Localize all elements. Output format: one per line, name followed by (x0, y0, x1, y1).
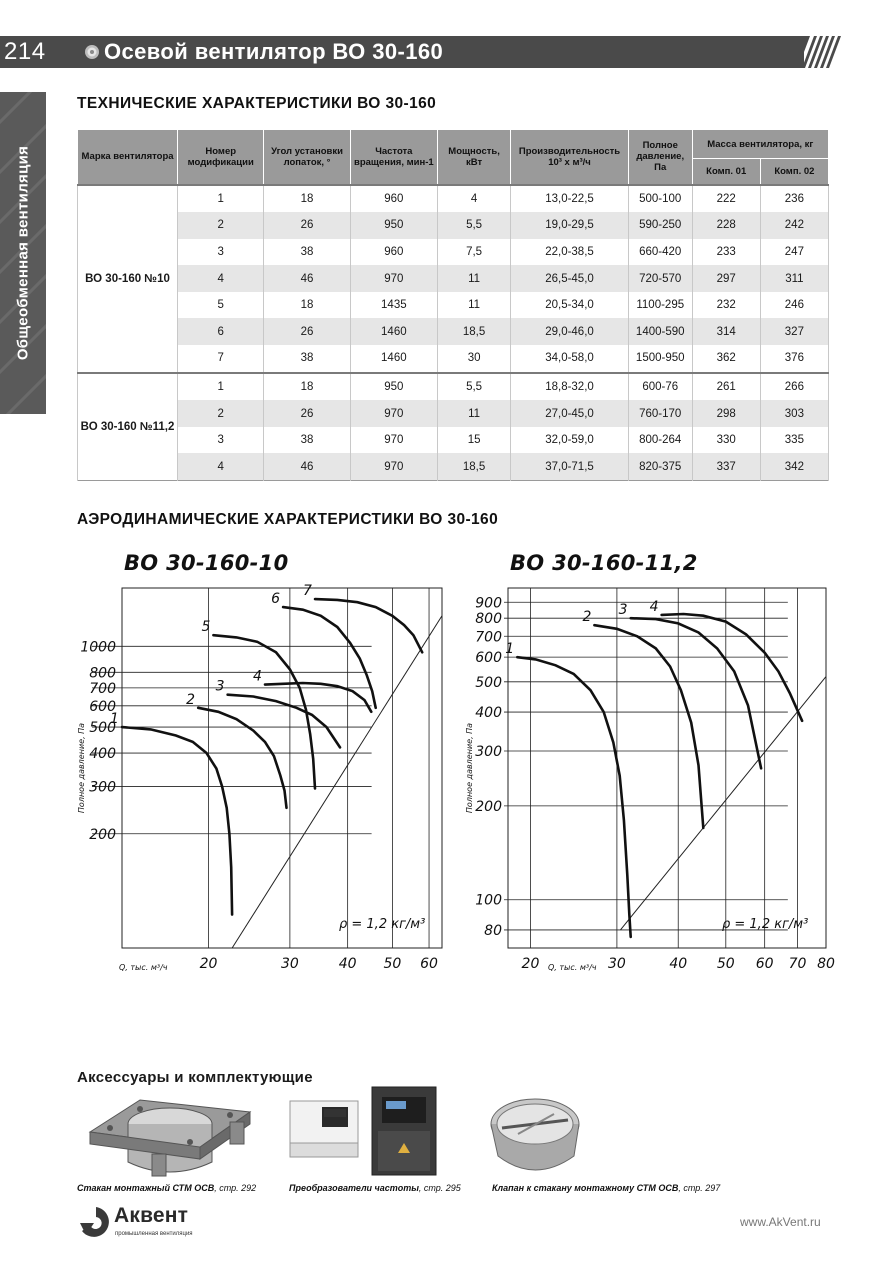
table-cell: 261 (692, 373, 760, 401)
x-tick-label: 40 (338, 956, 357, 972)
table-cell: 303 (760, 400, 828, 427)
series-label: 6 (271, 591, 281, 608)
chart1 (74, 580, 454, 975)
table-cell: 233 (692, 239, 760, 266)
y-tick-label: 80 (484, 922, 502, 939)
table-cell: 4 (178, 265, 264, 292)
table-cell: 46 (264, 265, 350, 292)
table-cell: 297 (692, 265, 760, 292)
table-cell: 26,5-45,0 (511, 265, 629, 292)
accessory-name-1: Стакан монтажный СТМ ОСВ (77, 1183, 215, 1193)
table-cell: 1460 (350, 345, 437, 373)
table-cell: 18,5 (438, 318, 511, 345)
col-header-k01: Комп. 01 (692, 159, 760, 185)
x-tick-label: 80 (817, 956, 835, 972)
table-cell: 7 (178, 345, 264, 373)
table-cell: 1460 (350, 318, 437, 345)
table-cell: 11 (438, 292, 511, 319)
table-cell: 311 (760, 265, 828, 292)
table-cell: 29,0-46,0 (511, 318, 629, 345)
accessory-name-2: Преобразователи частоты (289, 1183, 419, 1193)
table-cell: 970 (350, 265, 437, 292)
table-cell: 34,0-58,0 (511, 345, 629, 373)
series-3-curve (228, 695, 340, 748)
table-cell: 327 (760, 318, 828, 345)
table-cell: 242 (760, 212, 828, 239)
density-note: ρ = 1,2 кг/м³ (339, 917, 426, 932)
table-cell: 970 (350, 400, 437, 427)
table-cell: 6 (178, 318, 264, 345)
col-header-mod: Номер модификации (178, 130, 264, 185)
series-label: 4 (252, 668, 262, 685)
table-cell: 1 (178, 185, 264, 213)
table-cell: 3 (178, 239, 264, 266)
accessory-name-3: Клапан к стакану монтажному СТМ ОСВ (492, 1183, 679, 1193)
col-header-angle: Угол установки лопаток, ° (264, 130, 350, 185)
table-cell: 20,5-34,0 (511, 292, 629, 319)
y-tick-label: 500 (89, 720, 116, 737)
series-label: 3 (618, 602, 628, 619)
brand-cell: ВО 30-160 №11,2 (78, 373, 178, 481)
table-row (78, 318, 829, 345)
table-cell: 15 (438, 427, 511, 454)
table-cell: 13,0-22,5 (511, 185, 629, 213)
brand-name: Аквент (114, 1204, 189, 1227)
table-cell: 4 (438, 185, 511, 213)
table-cell: 18,8-32,0 (511, 373, 629, 401)
y-tick-label: 400 (89, 746, 116, 763)
table-cell: 19,0-29,5 (511, 212, 629, 239)
series-label: 2 (582, 609, 592, 626)
table-cell: 314 (692, 318, 760, 345)
fan-icon (84, 44, 100, 60)
table-cell: 335 (760, 427, 828, 454)
table-cell: 5,5 (438, 212, 511, 239)
x-tick-label: 20 (199, 956, 218, 972)
table-cell: 266 (760, 373, 828, 401)
table-row (78, 373, 829, 401)
header-stripes (804, 36, 844, 68)
series-label: 7 (303, 583, 312, 600)
x-tick-label: 60 (755, 956, 774, 972)
table-row (78, 239, 829, 266)
x-tick-label: 30 (280, 956, 299, 972)
table-cell: 960 (350, 185, 437, 213)
series-1-curve (517, 657, 630, 937)
page-title: Осевой вентилятор ВО 30-160 (104, 39, 444, 64)
table-row (78, 345, 829, 373)
aero-section-title: АЭРОДИНАМИЧЕСКИЕ ХАРАКТЕРИСТИКИ ВО 30-160 (77, 511, 499, 528)
table-cell: 376 (760, 345, 828, 373)
y-tick-label: 500 (475, 674, 502, 691)
table-cell: 800-264 (628, 427, 692, 454)
table-row (78, 212, 829, 239)
table-cell: 820-375 (628, 453, 692, 480)
table-cell: 246 (760, 292, 828, 319)
x-tick-label: 60 (420, 956, 438, 972)
table-cell: 950 (350, 373, 437, 401)
table-cell: 720-570 (628, 265, 692, 292)
chart2-title: ВО 30-160-11,2 (510, 551, 698, 575)
table-cell: 970 (350, 427, 437, 454)
table-cell: 337 (692, 453, 760, 480)
col-header-mass: Масса вентилятора, кг (692, 130, 828, 159)
table-cell: 228 (692, 212, 760, 239)
series-label: 3 (215, 678, 225, 695)
chart1-title: ВО 30-160-10 (124, 551, 289, 575)
table-cell: 5 (178, 292, 264, 319)
table-row (78, 185, 829, 213)
system-line (620, 677, 826, 930)
table-cell: 1400-590 (628, 318, 692, 345)
col-header-power: Мощность, кВт (438, 130, 511, 185)
table-cell: 5,5 (438, 373, 511, 401)
table-cell: 362 (692, 345, 760, 373)
site-url: www.AkVent.ru (740, 1215, 821, 1229)
chart2 (460, 580, 840, 975)
table-cell: 660-420 (628, 239, 692, 266)
table-cell: 222 (692, 185, 760, 213)
accessory-page-2: , стр. 295 (418, 1183, 461, 1193)
table-row (78, 265, 829, 292)
plot-frame (508, 588, 826, 948)
x-tick-label: 20 (521, 956, 540, 972)
y-tick-label: 700 (475, 629, 502, 646)
table-cell: 18,5 (438, 453, 511, 480)
y-tick-label: 400 (475, 705, 502, 722)
table-cell: 298 (692, 400, 760, 427)
table-cell: 232 (692, 292, 760, 319)
accessory-caption-3 (492, 1183, 720, 1193)
y-tick-label: 300 (475, 743, 502, 760)
table-cell: 18 (264, 292, 350, 319)
accessory-page-1: , стр. 292 (214, 1183, 257, 1193)
x-tick-label: 50 (716, 956, 735, 972)
table-cell: 1 (178, 373, 264, 401)
system-line (232, 616, 442, 948)
table-cell: 46 (264, 453, 350, 480)
table-cell: 38 (264, 239, 350, 266)
col-header-k02: Комп. 02 (760, 159, 828, 185)
table-cell: 960 (350, 239, 437, 266)
table-row (78, 292, 829, 319)
table-cell: 26 (264, 212, 350, 239)
y-tick-label: 100 (475, 892, 502, 909)
table-cell: 38 (264, 345, 350, 373)
table-cell: 4 (178, 453, 264, 480)
tech-table-body (78, 185, 829, 481)
series-2-curve (594, 625, 703, 828)
table-cell: 2 (178, 212, 264, 239)
table-cell: 247 (760, 239, 828, 266)
accessory-caption-1 (77, 1183, 256, 1193)
series-label: 4 (649, 598, 659, 615)
x-axis-label: Q, тыс. м³/ч (119, 963, 168, 972)
series-6-curve (283, 607, 376, 708)
brand-cell: ВО 30-160 №10 (78, 185, 178, 373)
density-note: ρ = 1,2 кг/м³ (722, 917, 809, 932)
table-cell: 1435 (350, 292, 437, 319)
valve-image (488, 1094, 583, 1180)
frequency-converters-image (288, 1083, 448, 1178)
y-tick-label: 200 (89, 826, 116, 843)
series-label: 1 (110, 711, 119, 728)
accessories-title: Аксессуары и комплектующие (77, 1069, 313, 1086)
y-tick-label: 200 (475, 798, 502, 815)
tech-section-title: ТЕХНИЧЕСКИЕ ХАРАКТЕРИСТИКИ ВО 30-160 (77, 95, 437, 112)
brand-tagline: промышленная вентиляция (115, 1231, 193, 1237)
series-1-curve (122, 727, 232, 914)
y-tick-label: 700 (89, 680, 116, 697)
series-label: 2 (186, 691, 196, 708)
y-tick-label: 800 (475, 611, 502, 628)
table-cell: 27,0-45,0 (511, 400, 629, 427)
x-axis-label: Q, тыс. м³/ч (548, 963, 597, 972)
col-header-perf: Производительность 10³ х м³/ч (511, 130, 629, 185)
table-cell: 760-170 (628, 400, 692, 427)
table-cell: 22,0-38,5 (511, 239, 629, 266)
table-cell: 970 (350, 453, 437, 480)
table-cell: 3 (178, 427, 264, 454)
series-4-curve (265, 683, 371, 712)
table-cell: 330 (692, 427, 760, 454)
series-2-curve (198, 708, 286, 808)
col-header-pressure: Полное давление, Па (628, 130, 692, 185)
table-cell: 30 (438, 345, 511, 373)
accessory-page-3: , стр. 297 (678, 1183, 721, 1193)
table-cell: 2 (178, 400, 264, 427)
x-tick-label: 30 (607, 956, 626, 972)
table-cell: 950 (350, 212, 437, 239)
table-cell: 236 (760, 185, 828, 213)
y-tick-label: 800 (89, 665, 116, 682)
page-number: 214 (4, 38, 46, 65)
col-header-freq: Частота вращения, мин-1 (350, 130, 437, 185)
table-cell: 342 (760, 453, 828, 480)
accessory-caption-2 (289, 1183, 461, 1193)
table-cell: 11 (438, 400, 511, 427)
table-cell: 37,0-71,5 (511, 453, 629, 480)
table-row (78, 427, 829, 454)
table-cell: 26 (264, 318, 350, 345)
mounting-sleeve-image (80, 1092, 255, 1178)
series-label: 5 (201, 619, 211, 636)
x-tick-label: 40 (669, 956, 688, 972)
table-cell: 11 (438, 265, 511, 292)
y-axis-label: Полное давление, Па (77, 722, 86, 814)
table-cell: 1500-950 (628, 345, 692, 373)
tech-table (77, 129, 829, 481)
table-cell: 600-76 (628, 373, 692, 401)
series-5-curve (213, 635, 315, 788)
table-cell: 32,0-59,0 (511, 427, 629, 454)
series-7-curve (315, 599, 422, 652)
x-tick-label: 70 (788, 956, 807, 972)
series-label: 1 (505, 641, 515, 658)
table-cell: 1100-295 (628, 292, 692, 319)
table-cell: 590-250 (628, 212, 692, 239)
y-axis-label: Полное давление, Па (465, 722, 474, 814)
y-tick-label: 600 (89, 698, 116, 715)
y-tick-label: 1000 (80, 639, 116, 656)
table-cell: 18 (264, 185, 350, 213)
table-row (78, 453, 829, 480)
table-cell: 38 (264, 427, 350, 454)
plot-frame (122, 588, 442, 948)
table-row (78, 400, 829, 427)
table-cell: 18 (264, 373, 350, 401)
table-cell: 26 (264, 400, 350, 427)
akvent-logo-icon (76, 1205, 116, 1239)
col-header-brand: Марка вентилятора (78, 130, 178, 185)
y-tick-label: 300 (89, 779, 116, 796)
y-tick-label: 900 (475, 595, 502, 612)
table-cell: 7,5 (438, 239, 511, 266)
side-tab-label: Общеобменная вентиляция (14, 145, 32, 361)
table-cell: 500-100 (628, 185, 692, 213)
x-tick-label: 50 (383, 956, 402, 972)
y-tick-label: 600 (475, 650, 502, 667)
